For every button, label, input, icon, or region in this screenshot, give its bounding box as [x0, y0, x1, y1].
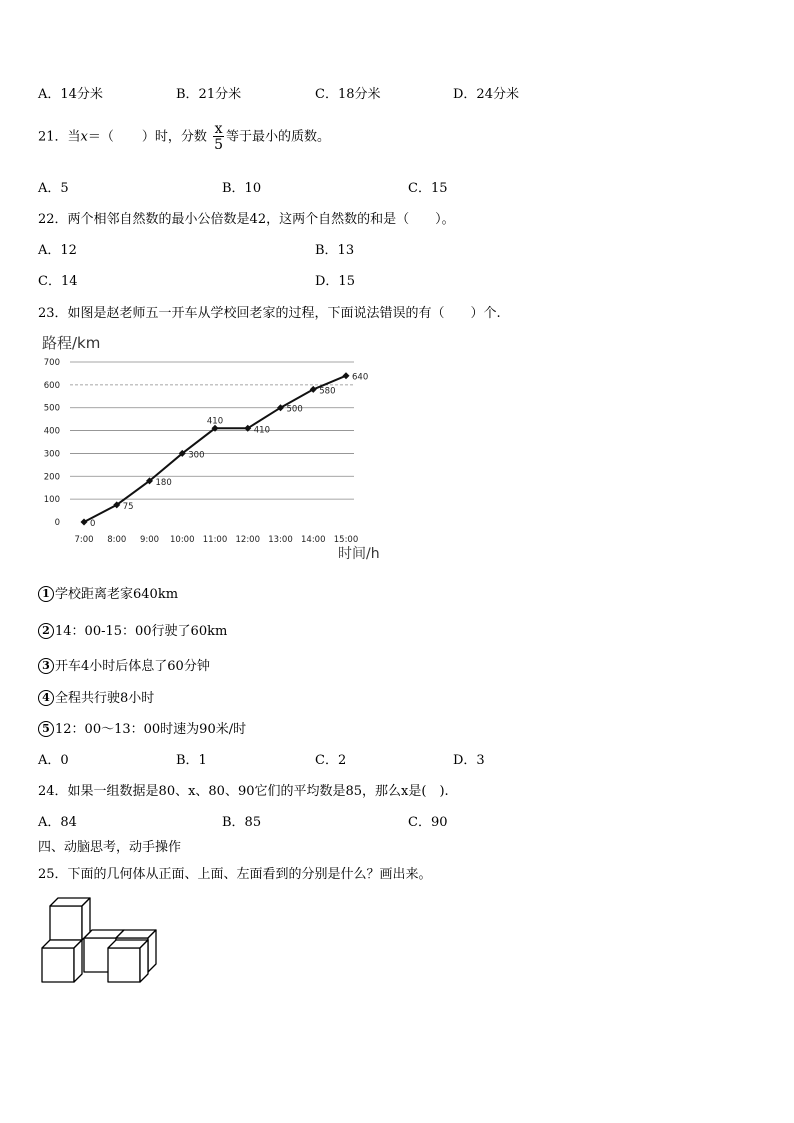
chart-x-tick-label: 10:00: [170, 535, 195, 545]
q22-option-a: A．12: [38, 243, 77, 258]
chart-y-tick-label: 700: [43, 358, 60, 368]
cube-front-left-front: [42, 948, 74, 982]
q24-stem: 24．如果一组数据是80、x、80、90它们的平均数是85，那么x是( ).: [38, 784, 449, 799]
chart-x-tick-label: 11:00: [202, 535, 228, 545]
q21-eq: ＝（: [87, 129, 114, 145]
chart-data-label: 410: [253, 425, 270, 436]
q23-statement-3-mark: 3: [38, 658, 54, 674]
chart-data-label: 75: [122, 501, 134, 512]
q23-statement-5: [38, 718, 246, 737]
q22-stem: 22．两个相邻自然数的最小公倍数是42，这两个自然数的和是（ ）。: [38, 212, 455, 227]
q21-option-c: C．15: [408, 181, 448, 196]
chart-y-tick-label: 600: [43, 380, 60, 391]
q23-statement-1-text: 学校距离老家640km: [55, 587, 179, 602]
cube-top-front: [50, 906, 82, 940]
q23-statement-2-mark: 2: [38, 623, 54, 639]
q22-option-b: B．13: [315, 243, 355, 258]
q21-var: x: [80, 129, 88, 145]
chart-series-line: [84, 376, 346, 522]
q23-statement-5-text: 12：00～13：00时速为90米/时: [55, 722, 247, 737]
chart-x-tick-labels: [74, 535, 358, 545]
chart-x-tick-label: 13:00: [268, 535, 293, 545]
chart-x-tick-label: 15:00: [333, 535, 359, 545]
q24-option-c: C．90: [408, 815, 448, 830]
q23-option-c: C．2: [315, 753, 347, 768]
q20-option-b: B．21分米: [176, 87, 242, 102]
q23-statement-3-text: 开车4小时后体息了60分钟: [55, 659, 210, 674]
chart-x-axis-title: 时间/h: [338, 546, 380, 562]
chart-data-label: 580: [319, 386, 336, 397]
q23-option-d: D．3: [453, 753, 485, 768]
q23-statement-2: [38, 620, 227, 639]
cube-front-right-front: [108, 948, 140, 982]
chart-data-point: [81, 519, 88, 526]
q22-option-c: C．14: [38, 274, 78, 289]
chart-x-tick-label: 12:00: [235, 535, 260, 545]
chart-y-tick-label: 300: [43, 449, 60, 460]
q21-fraction-denominator: 5: [214, 137, 223, 153]
q20-option-a: A．14分米: [38, 87, 103, 102]
q25-stem: 25．下面的几何体从正面、上面、左面看到的分别是什么？画出来。: [38, 867, 432, 882]
cube-front-left-side: [74, 940, 82, 982]
q23-option-b: B．1: [176, 753, 207, 768]
chart-y-axis-title: 路程/km: [42, 334, 101, 352]
section-4-heading: 四、动脑思考，动手操作: [38, 840, 182, 855]
chart-x-tick-label: 9:00: [139, 535, 160, 545]
q24-option-a: A．84: [38, 815, 77, 830]
chart-data-label: 300: [188, 450, 205, 461]
q22-option-d: D．15: [315, 274, 355, 289]
chart-data-label: 410: [206, 416, 224, 427]
q21-fraction-numerator: x: [214, 121, 223, 137]
chart-data-labels: [90, 373, 368, 529]
cube-front-right-side: [140, 940, 148, 982]
chart-y-tick-label: 0: [54, 518, 60, 528]
chart-y-tick-label: 500: [43, 403, 60, 414]
q21-option-b: B．10: [222, 181, 262, 196]
q21-mid: ）时，分数: [141, 129, 207, 145]
q23-statement-3: [38, 655, 210, 674]
chart-y-tick-label: 400: [43, 426, 60, 437]
q21-fraction: [213, 122, 224, 152]
q23-statement-1: [38, 583, 178, 602]
q21-option-a: A．5: [38, 181, 69, 196]
q23-stem: 23．如图是赵老师五一开车从学校回老家的过程，下面说法错误的有（ ）个.: [38, 306, 501, 321]
q20-option-c: C．18分米: [315, 87, 381, 102]
distance-time-chart: [34, 330, 394, 568]
chart-x-tick-label: 7:00: [74, 535, 94, 545]
chart-x-tick-label: 8:00: [107, 535, 127, 545]
q23-statement-4: [38, 687, 154, 706]
chart-data-label: 640: [352, 372, 369, 383]
chart-y-tick-label: 200: [43, 472, 60, 483]
chart-x-tick-label: 14:00: [301, 535, 326, 545]
q23-statement-4-text: 全程共行驶8小时: [55, 691, 155, 706]
q23-statement-1-mark: 1: [38, 586, 54, 602]
q21-suffix: 等于最小的质数。: [225, 129, 330, 145]
chart-y-tick-labels: [44, 358, 60, 528]
q20-option-d: D．24分米: [453, 87, 519, 102]
chart-data-point: [343, 372, 350, 379]
q23-statement-2-text: 14：00-15：00行驶了60km: [55, 624, 228, 639]
cube-solid-figure: [38, 890, 168, 986]
chart-y-tick-label: 100: [43, 495, 60, 506]
chart-data-label: 500: [286, 404, 303, 415]
chart-data-label: 180: [155, 477, 172, 488]
cube-back-right-side: [148, 930, 156, 972]
q23-statement-4-mark: 4: [38, 690, 54, 706]
q23-statement-5-mark: 5: [38, 721, 54, 737]
cube-top-side: [82, 898, 90, 940]
chart-data-label: 0: [90, 519, 96, 529]
q21-prefix: 21．当: [38, 129, 81, 145]
q23-option-a: A．0: [38, 753, 69, 768]
q24-option-b: B．85: [222, 815, 262, 830]
q21-stem: [38, 122, 330, 152]
